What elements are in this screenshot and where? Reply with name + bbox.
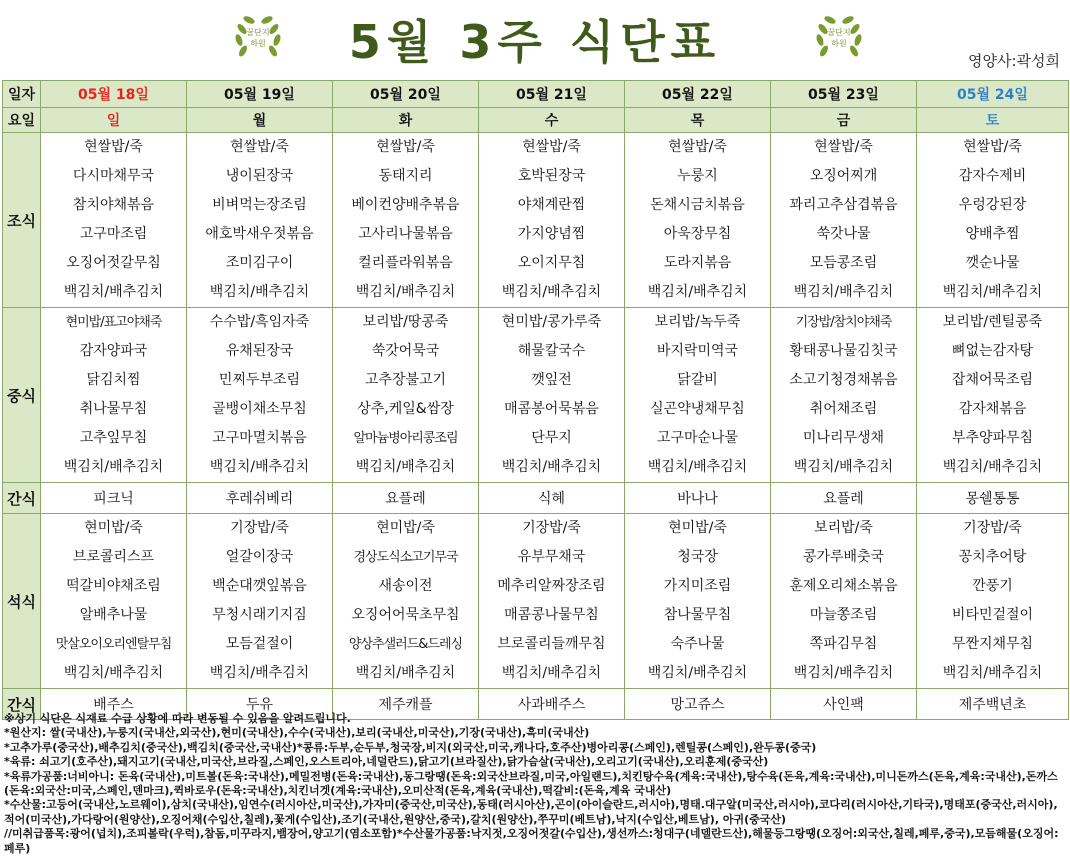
menu-item: 백김치/배추김치 (942, 459, 1043, 475)
menu-item: 애호박새우젓볶음 (205, 226, 314, 242)
dinner-tue (333, 514, 479, 689)
date-row (3, 81, 1069, 108)
menu-item: 감자수제비 (958, 168, 1027, 184)
menu-item: 야채계란찜 (517, 197, 586, 213)
breakfast-tue (333, 133, 479, 308)
menu-item: 상추,케일&쌈장 (357, 401, 454, 417)
snack2-fri: 사인팩 (771, 689, 917, 720)
menu-item: 백김치/배추김치 (63, 284, 164, 300)
menu-item: 닭김치찜 (86, 372, 141, 388)
menu-item: 해물칼국수 (517, 343, 586, 359)
lunch-label: 중식 (3, 308, 41, 483)
breakfast-thu (625, 133, 771, 308)
snack2-wed: 사과배주스 (479, 689, 625, 720)
weekday-label: 요일 (3, 108, 41, 133)
menu-item: 백김치/배추김치 (942, 665, 1043, 681)
menu-item: 고추잎무침 (79, 430, 148, 446)
date-label: 일자 (3, 81, 41, 108)
menu-item: 백김치/배추김치 (63, 665, 164, 681)
breakfast-wed (479, 133, 625, 308)
snack1-mon: 후레쉬베리 (187, 483, 333, 514)
menu-item: 누룽지 (677, 168, 718, 184)
menu-item: 현쌀밥/죽 (814, 139, 873, 155)
menu-item: 백김치/배추김치 (501, 459, 602, 475)
menu-item: 무짠지채무침 (951, 636, 1034, 652)
menu-item: 취나물무침 (79, 401, 148, 417)
menu-item: 단무지 (531, 430, 572, 446)
menu-item: 백김치/배추김치 (647, 459, 748, 475)
weekday-thu: 목 (625, 108, 771, 133)
svg-text:꿀단지: 꿀단지 (827, 28, 851, 37)
menu-body (3, 133, 1069, 720)
menu-item: 쑥갓어묵국 (371, 343, 440, 359)
svg-text:하원: 하원 (831, 39, 847, 48)
breakfast-fri (771, 133, 917, 308)
lunch-tue (333, 308, 479, 483)
menu-item: 현미밥/표고야채죽 (65, 315, 162, 330)
menu-item: 기장밥/죽 (522, 520, 581, 536)
menu-item: 현쌀밥/죽 (84, 139, 143, 155)
snack1-row (3, 483, 1069, 514)
menu-item: 비타민겉절이 (951, 607, 1034, 623)
menu-item: 고구마조림 (79, 226, 148, 242)
menu-item: 숙주나물 (670, 636, 725, 652)
snack2-sat: 제주백년초 (917, 689, 1069, 720)
weekday-sat: 토 (917, 108, 1069, 133)
menu-item: 오징어젓갈무침 (66, 255, 161, 271)
menu-item: 실곤약냉채무침 (650, 401, 745, 417)
nutritionist-name: 영양사:곽성희 (968, 52, 1060, 70)
menu-item: 돈채시금치볶음 (650, 197, 745, 213)
menu-item: 현쌀밥/죽 (668, 139, 727, 155)
lunch-fri (771, 308, 917, 483)
lunch-mon (187, 308, 333, 483)
dinner-label: 석식 (3, 514, 41, 689)
menu-item: 동태지리 (378, 168, 433, 184)
weekday-sun: 일 (41, 108, 187, 133)
snack1-label: 간식 (3, 483, 41, 514)
lunch-wed (479, 308, 625, 483)
menu-item: 깻잎전 (531, 372, 572, 388)
menu-item: 냉이된장국 (225, 168, 294, 184)
menu-item: 백김치/배추김치 (501, 284, 602, 300)
svg-text:하원: 하원 (250, 39, 266, 48)
menu-item: 백김치/배추김치 (647, 665, 748, 681)
weekday-tue: 화 (333, 108, 479, 133)
menu-item: 현쌀밥/죽 (376, 139, 435, 155)
menu-item: 백김치/배추김치 (793, 284, 894, 300)
snack1-sat: 몽쉘통통 (917, 483, 1069, 514)
menu-item: 도라지볶음 (663, 255, 732, 271)
menu-item: 황태콩나물김칫국 (789, 343, 898, 359)
menu-item: 잡채어묵조림 (951, 372, 1034, 388)
menu-item: 아욱장무침 (663, 226, 732, 242)
menu-item: 얼갈이장국 (225, 549, 294, 565)
snack1-fri: 요플레 (771, 483, 917, 514)
note-line: *고추가루(중국산),배추김치(중국산),백김치(중국산,국내산)*콩류:두부,순두부,청국장,비지(외국산,미국,캐나다,호주산)병아리콩(스페인),렌틸콩(스페인),완두콩(중국) (4, 740, 817, 754)
menu-item: 비벼먹는장조림 (212, 197, 307, 213)
menu-item: 백김치/배추김치 (355, 284, 456, 300)
page-title: 5월 3주 식단표 (348, 15, 722, 69)
menu-item: 호박된장국 (517, 168, 586, 184)
date-sat: 05월 24일 (917, 81, 1069, 108)
menu-item: 기장밥/죽 (230, 520, 289, 536)
menu-item: 백김치/배추김치 (355, 665, 456, 681)
menu-item: 쪽파김무침 (809, 636, 878, 652)
menu-item: 알배추나물 (79, 607, 148, 623)
date-fri: 05월 23일 (771, 81, 917, 108)
menu-item: 백김치/배추김치 (793, 459, 894, 475)
dinner-row (3, 514, 1069, 689)
svg-text:꿀단지: 꿀단지 (246, 28, 270, 37)
menu-item: 보리밥/녹두죽 (654, 314, 741, 330)
menu-item: 브로콜리들깨무침 (497, 636, 606, 652)
menu-item: 마늘쫑조림 (809, 607, 878, 623)
menu-item: 오이지무침 (517, 255, 586, 271)
menu-item: 오징어찌개 (809, 168, 878, 184)
breakfast-sat (917, 133, 1069, 308)
menu-item: 취어채조림 (809, 401, 878, 417)
menu-item: 베이컨양배추볶음 (351, 197, 460, 213)
menu-item: 고사리나물볶음 (358, 226, 453, 242)
dinner-fri (771, 514, 917, 689)
menu-item: 매콤봉어묵볶음 (504, 401, 599, 417)
menu-item: 맛살오이오리엔탈무침 (55, 637, 172, 652)
snack1-thu: 바나나 (625, 483, 771, 514)
menu-item: 우렁강된장 (958, 197, 1027, 213)
lunch-row (3, 308, 1069, 483)
note-line: *육류: 쇠고기(호주산),돼지고기(국내산,미국산,브라질,스페인,오스트리아,네덜란드),닭고기(브라질산),닭가슴살(국내산),오리고기(국내산),오리훈제(중국산) (4, 755, 769, 769)
menu-item: 현미밥/죽 (376, 520, 435, 536)
menu-item: 현쌀밥/죽 (230, 139, 289, 155)
date-thu: 05월 22일 (625, 81, 771, 108)
dinner-mon (187, 514, 333, 689)
menu-item: 백김치/배추김치 (63, 459, 164, 475)
menu-item: 백김치/배추김치 (209, 284, 310, 300)
menu-item: 백김치/배추김치 (355, 459, 456, 475)
snack2-sun: 배주스 (41, 689, 187, 720)
menu-item: 현미밥/죽 (84, 520, 143, 536)
menu-item: 고추장불고기 (364, 372, 447, 388)
menu-item: 백김치/배추김치 (793, 665, 894, 681)
menu-item: 다시마채무국 (72, 168, 155, 184)
menu-item: 백순대깻잎볶음 (212, 578, 307, 594)
note-line: *수산물:고등어(국내산,노르웨이),삼치(국내산),임연수(러시아산,미국산),가자미(중국산,미국산),동태(러시아산),곤이(아이슬란드,러시아),명태.대구알(미국산,러시아),코다리(러시아산,기타국),명태포(중국산,러시아),적어(미국산),가다랑어(원양산),오징어채(수입산,칠레),꽃게(수입산),조기(국내산,원양산,중국),갈치(원양산),쭈꾸미(베트남),낙지(수입산,베트남), 아귀(중국산) (4, 798, 1058, 826)
menu-item: 경상도식소고기무국 (353, 550, 458, 565)
menu-item: 백김치/배추김치 (647, 284, 748, 300)
snack2-tue: 제주캐플 (333, 689, 479, 720)
menu-item: 메추리알짜장조림 (497, 578, 606, 594)
menu-item: 보리밥/땅콩죽 (362, 314, 449, 330)
menu-item: 가지양념찜 (517, 226, 586, 242)
menu-item: 백김치/배추김치 (209, 665, 310, 681)
dinner-thu (625, 514, 771, 689)
logo-right (812, 10, 866, 64)
date-tue: 05월 20일 (333, 81, 479, 108)
menu-item: 컬리플라워볶음 (358, 255, 453, 271)
menu-item: 뼈없는감자탕 (951, 343, 1034, 359)
menu-item: 참치야채볶음 (72, 197, 155, 213)
menu-item: 쑥갓나물 (816, 226, 871, 242)
menu-item: 무청시래기지짐 (212, 607, 307, 623)
date-mon: 05월 19일 (187, 81, 333, 108)
menu-item: 현미밥/콩가루죽 (501, 314, 602, 330)
menu-item: 오징어어묵초무침 (351, 607, 460, 623)
breakfast-sun (41, 133, 187, 308)
menu-item: 조미김구이 (225, 255, 294, 271)
snack1-tue: 요플레 (333, 483, 479, 514)
menu-item: 보리밥/렌틸콩죽 (942, 314, 1043, 330)
menu-item: 현쌀밥/죽 (522, 139, 581, 155)
weekday-row (3, 108, 1069, 133)
dinner-sun (41, 514, 187, 689)
snack2-mon: 두유 (187, 689, 333, 720)
menu-item: 수수밥/흑임자죽 (209, 314, 310, 330)
menu-item: 현쌀밥/죽 (963, 139, 1022, 155)
menu-item: 백김치/배추김치 (942, 284, 1043, 300)
note-line: *원산지: 쌀(국내산),누룽지(국내산,외국산),현미(국내산),수수(국내산),보리(국내산,미국산),기장(국내산),흑미(국내산) (4, 726, 590, 740)
lunch-thu (625, 308, 771, 483)
menu-item: 유채된장국 (225, 343, 294, 359)
breakfast-mon (187, 133, 333, 308)
snack2-label: 간식 (3, 689, 41, 720)
menu-table (2, 80, 1069, 720)
menu-item: 현미밥/죽 (668, 520, 727, 536)
note-line: *육류가공품:너비아니: 돈육(국내산),미트볼(돈육:국내산),메밀전병(돈육:국내산),동그랑땡(돈육:외국산브라질,미국,아일랜드),치킨탕수육(계육:국내산),탕수육(돈육,계육:국내산),미니돈까스(돈육,계육:국내산),돈까스(돈육:외국산:미국,스페인,덴마크),퀵바로우(돈육:국내산),치킨너겟(계육:국내산),오미산적(돈육,계육(국내산),떡갈비:(돈육,계육 국내산) (4, 769, 1058, 798)
menu-item: 매콤콩나물무침 (504, 607, 599, 623)
date-wed: 05월 21일 (479, 81, 625, 108)
weekday-fri: 금 (771, 108, 917, 133)
menu-item: 양배추찜 (965, 226, 1020, 242)
weekday-wed: 수 (479, 108, 625, 133)
menu-item: 가지미조림 (663, 578, 732, 594)
menu-item: 모듬겉절이 (225, 636, 294, 652)
note-line: ※상기 식단은 식재료 수급 상황에 따라 변동될 수 있음을 알려드립니다. (4, 712, 351, 725)
menu-item: 꽈리고추삼겹볶음 (789, 197, 898, 213)
menu-item: 민찌두부조림 (218, 372, 301, 388)
menu-item: 새송이전 (378, 578, 433, 594)
note-line: //미취급품목:광어(넙치),조피볼락(우럭),참돔,미꾸라지,뱀장어,양고기(염소포함)*수산물가공품:낙지젓,오징어젓갈(수입산),생선까스:청대구(네델란드산),해물등그랑땡(오징어:외국산,칠레,페루,중국),모듬해물(오징어:페루) (4, 827, 1059, 855)
menu-item: 양상추샐러드&드레싱 (348, 637, 463, 652)
menu-item: 감자양파국 (79, 343, 148, 359)
menu-item: 브로콜리스프 (72, 549, 155, 565)
lunch-sun (41, 308, 187, 483)
menu-item: 모듬콩조림 (809, 255, 878, 271)
menu-item: 청국장 (677, 549, 718, 565)
page-header (0, 0, 1070, 76)
snack1-wed: 식혜 (479, 483, 625, 514)
menu-item: 기장밥/참치야채죽 (795, 315, 892, 330)
dinner-sat (917, 514, 1069, 689)
snack2-thu: 망고쥬스 (625, 689, 771, 720)
snack1-sun: 피크닉 (41, 483, 187, 514)
menu-item: 보리밥/죽 (814, 520, 873, 536)
breakfast-row (3, 133, 1069, 308)
menu-item: 닭갈비 (677, 372, 718, 388)
weekday-mon: 월 (187, 108, 333, 133)
menu-item: 꽁치추어탕 (958, 549, 1027, 565)
menu-item: 백김치/배추김치 (501, 665, 602, 681)
menu-item: 기장밥/죽 (963, 520, 1022, 536)
menu-item: 감자채볶음 (958, 401, 1027, 417)
date-sun: 05월 18일 (41, 81, 187, 108)
menu-item: 참나물무침 (663, 607, 732, 623)
notes-section (4, 712, 1066, 856)
menu-item: 소고기청경채볶음 (789, 372, 898, 388)
breakfast-label: 조식 (3, 133, 41, 308)
menu-item: 미나리무생채 (802, 430, 885, 446)
menu-item: 깐풍기 (972, 578, 1013, 594)
menu-item: 콩가루배춧국 (802, 549, 885, 565)
menu-item: 떡갈비야채조림 (66, 578, 161, 594)
menu-item: 바지락미역국 (656, 343, 739, 359)
menu-item: 부추양파무침 (951, 430, 1034, 446)
menu-item: 훈제오리채소볶음 (789, 578, 898, 594)
menu-item: 유부무채국 (517, 549, 586, 565)
menu-item: 깻순나물 (965, 255, 1020, 271)
menu-item: 백김치/배추김치 (209, 459, 310, 475)
menu-item: 알마늄병아리콩조림 (353, 431, 458, 446)
lunch-sat (917, 308, 1069, 483)
menu-item: 고구마순나물 (656, 430, 739, 446)
menu-item: 골뱅이채소무침 (212, 401, 307, 417)
dinner-wed (479, 514, 625, 689)
menu-item: 고구마멸치볶음 (212, 430, 307, 446)
